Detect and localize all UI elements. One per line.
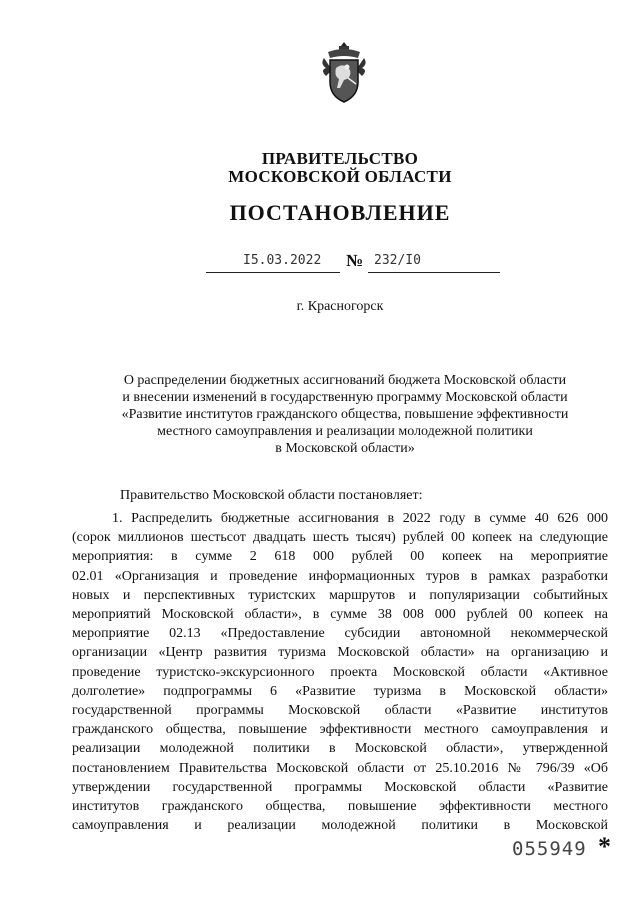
paragraph-1 bbox=[72, 509, 608, 835]
body-line: новых и перспективных туристских маршрутов и популяризации событийных bbox=[72, 587, 608, 603]
title-line: и внесении изменений в государственную программу Московской области bbox=[122, 390, 568, 405]
date-underline bbox=[206, 272, 340, 273]
title-line: О распределении бюджетных ассигнований бюджета Московской области bbox=[123, 373, 567, 388]
body-line: институтов гражданского общества, повышение эффективности местного bbox=[72, 799, 608, 815]
body-line: самоуправления и реализации молодежной политики в Московской bbox=[72, 818, 608, 834]
moscow-oblast-coat-of-arms-icon bbox=[318, 38, 370, 106]
document-body bbox=[72, 487, 608, 835]
government-name-line2: МОСКОВСКОЙ ОБЛАСТИ bbox=[228, 167, 452, 186]
intro-paragraph: Правительство Московской области постановляет: bbox=[120, 488, 423, 503]
title-line: местного самоуправления и реализации молодежной политики bbox=[157, 424, 533, 439]
body-line: 1. Распределить бюджетные ассигнования в 2022 году в сумме 40 626 000 bbox=[112, 511, 608, 526]
number-sign: № bbox=[346, 251, 364, 270]
body-line: (сорок миллионов шестьсот двадцать шесть тысяч) рублей 00 копеек на следующие bbox=[72, 530, 608, 546]
body-line: проведение туристско-экскурсионного проекта Московской области «Активное bbox=[72, 664, 608, 680]
document-date: I5.03.2022 bbox=[243, 253, 322, 268]
title-line: в Московской области» bbox=[275, 441, 415, 456]
serial-number: 055949 bbox=[512, 838, 587, 860]
body-line: мероприятия: в сумме 2 618 000 рублей 00 копеек на мероприятие bbox=[72, 549, 608, 565]
body-line: утверждении государственной программы Московской области «Развитие bbox=[72, 779, 608, 795]
body-line: мероприятие 02.13 «Предоставление субсидии автономной некоммерческой bbox=[72, 626, 608, 642]
document-type: ПОСТАНОВЛЕНИЕ bbox=[229, 200, 451, 225]
body-line: гражданского общества, повышение эффективности местного самоуправления и bbox=[72, 722, 608, 738]
number-underline bbox=[368, 272, 500, 273]
body-line: государственной программы Московской области «Развитие институтов bbox=[72, 703, 608, 719]
body-line: реализации молодежной политики в Московской области», утвержденной bbox=[72, 741, 608, 757]
body-line: организации «Центр развития туризма Московской области» на организацию и bbox=[72, 645, 608, 661]
document-title bbox=[95, 372, 595, 457]
title-line: «Развитие институтов гражданского общества, повышение эффективности bbox=[121, 407, 569, 422]
government-name-line1: ПРАВИТЕЛЬСТВО bbox=[261, 149, 419, 168]
body-line: 02.01 «Организация и проведение информационных туров в рамках разработки bbox=[72, 568, 608, 584]
body-line: мероприятий Московской области», в сумме 38 008 000 рублей 00 копеек на bbox=[72, 607, 608, 623]
city: г. Красногорск bbox=[296, 299, 384, 314]
star-mark: * bbox=[598, 832, 611, 861]
document-number: 232/I0 bbox=[374, 253, 421, 268]
body-line: постановлением Правительства Московской области от 25.10.2016 № 796/39 «Об bbox=[72, 760, 608, 776]
body-line: долголетие» подпрограммы 6 «Развитие туризма в Московской области» bbox=[72, 683, 608, 699]
